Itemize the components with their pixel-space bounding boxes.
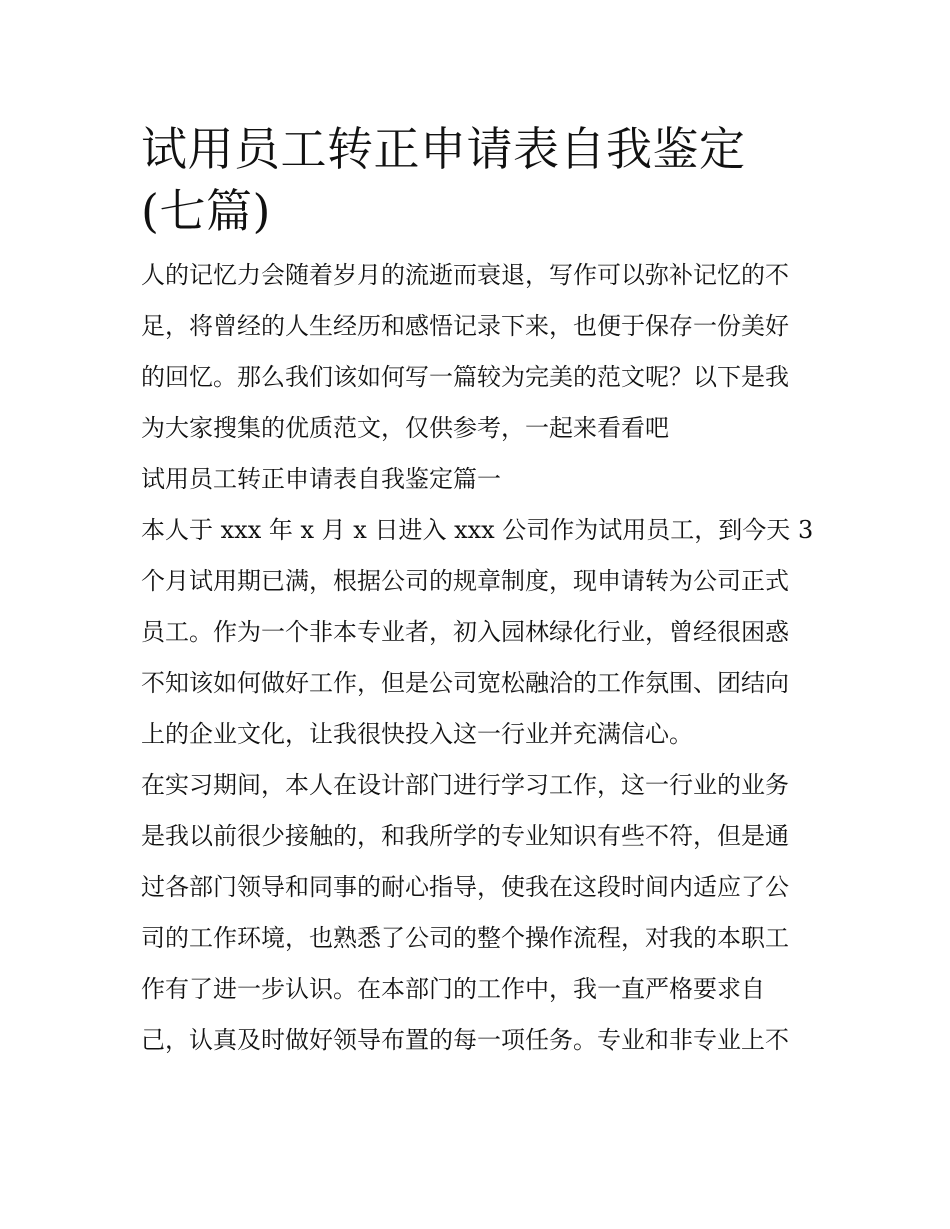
text-line: 己，认真及时做好领导布置的每一项任务。专业和非专业上不	[141, 1026, 789, 1054]
text-line: 人的记忆力会随着岁月的流逝而衰退，写作可以弥补记忆的不	[141, 261, 789, 289]
text-line: 在实习期间，本人在设计部门进行学习工作，这一行业的业务	[141, 771, 789, 799]
text-line: 个月试用期已满，根据公司的规章制度，现申请转为公司正式	[141, 567, 789, 595]
text-line: 员工。作为一个非本专业者，初入园林绿化行业，曾经很困惑	[141, 618, 789, 646]
text-line: 作有了进一步认识。在本部门的工作中，我一直严格要求自	[141, 975, 765, 1003]
document-page	[141, 118, 813, 1066]
text-line: 是我以前很少接触的，和我所学的专业知识有些不符，但是通	[141, 822, 789, 850]
section-heading	[141, 454, 813, 505]
text-line: 的回忆。那么我们该如何写一篇较为完美的范文呢？以下是我	[141, 363, 789, 391]
text-line: 为大家搜集的优质范文，仅供参考，一起来看看吧	[141, 414, 669, 442]
body-paragraph-1	[141, 505, 813, 760]
intro-paragraph	[141, 250, 813, 454]
text-line: 司的工作环境，也熟悉了公司的整个操作流程，对我的本职工	[141, 924, 789, 952]
title-line: 试用员工转正申请表自我鉴定	[141, 122, 746, 176]
text-line: 上的企业文化，让我很快投入这一行业并充满信心。	[141, 720, 693, 748]
text-line: 不知该如何做好工作，但是公司宽松融洽的工作氛围、团结向	[141, 669, 789, 697]
document-title	[141, 118, 813, 242]
body-paragraph-2	[141, 760, 813, 1066]
text-line: 本人于 xxx 年 x 月 x 日进入 xxx 公司作为试用员工，到今天 3	[141, 516, 814, 544]
text-line: 过各部门领导和同事的耐心指导，使我在这段时间内适应了公	[141, 873, 789, 901]
text-line: 试用员工转正申请表自我鉴定篇一	[141, 465, 501, 493]
text-line: 足，将曾经的人生经历和感悟记录下来，也便于保存一份美好	[141, 312, 789, 340]
title-line: (七篇)	[141, 184, 271, 238]
